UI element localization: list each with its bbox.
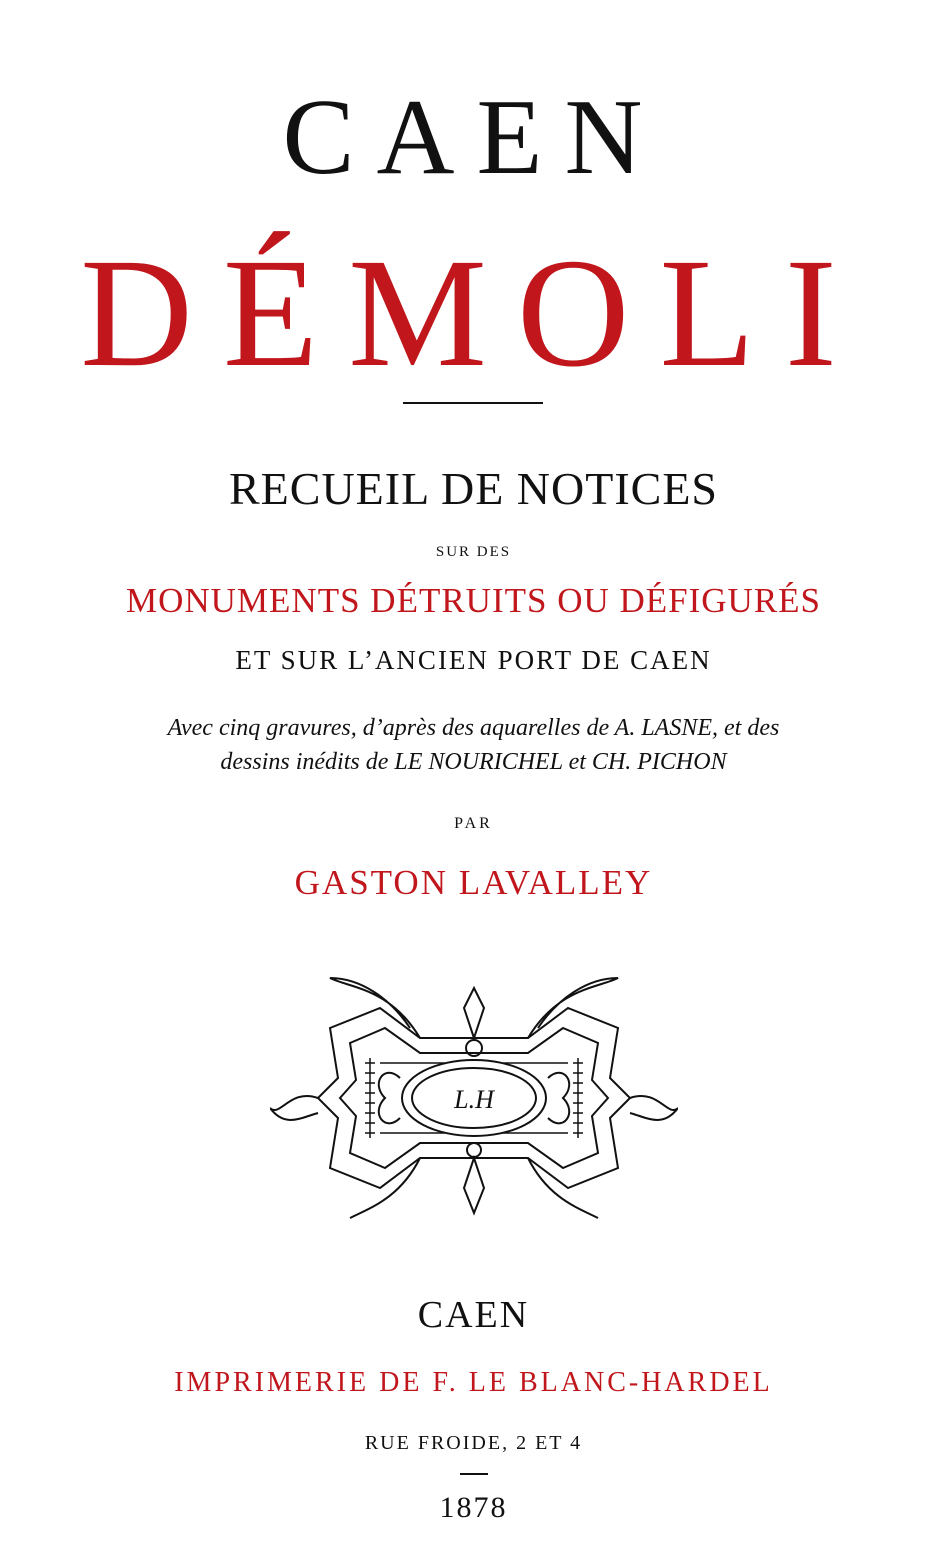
subtitle-sur-des: SUR DES [435, 544, 512, 560]
subtitle-monuments: MONUMENTS DÉTRUITS OU DÉFIGURÉS [125, 581, 822, 620]
author-name: GASTON LAVALLEY [294, 863, 653, 902]
printer-ornament-icon [270, 968, 678, 1228]
imprint-city: CAEN [417, 1294, 530, 1336]
imprint-year: 1878 [439, 1491, 508, 1524]
credits-par: PAR [454, 815, 493, 832]
divider-rule-top [403, 402, 543, 404]
title-line-demoli: DÉMOLI [80, 226, 867, 399]
credits-line-2: dessins inédits de LE NOURICHEL et CH. PICHON [220, 749, 727, 775]
credits-line-1: Avec cinq gravures, d’après des aquarelles de A. LASNE, et des [167, 715, 780, 741]
svg-text:L.H: L.H [454, 1085, 494, 1114]
imprint-printer: IMPRIMERIE DE F. LE BLANC-HARDEL [174, 1367, 773, 1398]
subtitle-main: RECUEIL DE NOTICES [228, 463, 719, 514]
divider-rule-bottom [460, 1473, 488, 1475]
subtitle-ancien-port: ET SUR L’ANCIEN PORT DE CAEN [235, 645, 712, 675]
title-line-caen: CAEN [282, 78, 665, 197]
imprint-address: RUE FROIDE, 2 ET 4 [364, 1432, 583, 1454]
